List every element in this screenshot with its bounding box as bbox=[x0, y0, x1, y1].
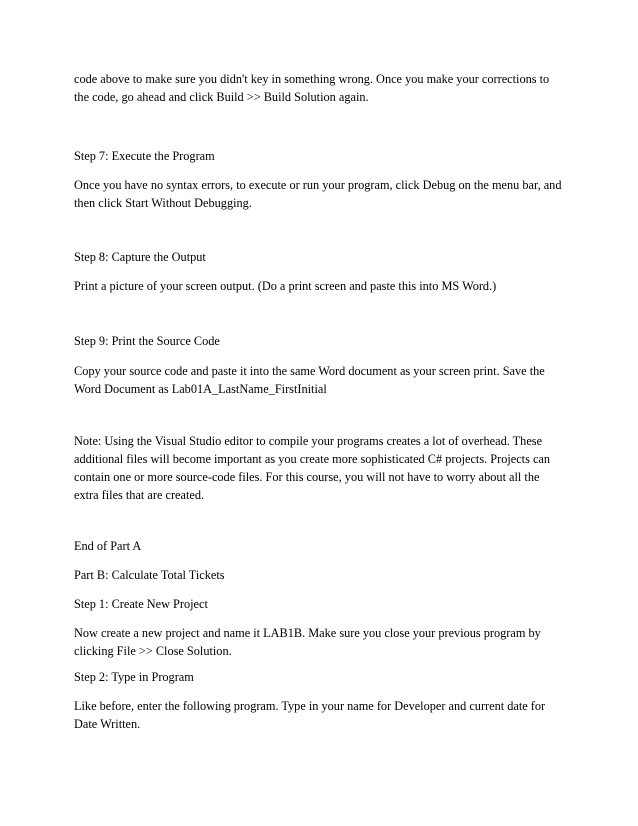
heading-step-8: Step 8: Capture the Output bbox=[74, 250, 206, 264]
heading-end-of-part-a: End of Part A bbox=[74, 539, 142, 553]
paragraph-type-in-program: Like before, enter the following program. Type in your name for Developer and current date for Date Written. bbox=[74, 699, 546, 731]
paragraph-source-code: Copy your source code and paste it into the same Word document as your screen print. Save the Word Document as Lab01A_LastName_FirstInitial bbox=[74, 364, 545, 396]
heading-step-2: Step 2: Type in Program bbox=[74, 670, 194, 684]
paragraph-execute-program: Once you have no syntax errors, to execute or run your program, click Debug on the menu bar, and then click Start Without Debugging. bbox=[74, 178, 562, 210]
paragraph-note: Note: Using the Visual Studio editor to compile your programs creates a lot of overhead. These additional files will become important as you create more sophisticated C# projects. Projects can contain one or more source-code files. For this course, you will not have to worry about all the extra files that are created. bbox=[74, 434, 551, 502]
paragraph-build-again: code above to make sure you didn't key in something wrong. Once you make your corrections to the code, go ahead and click Build >> Build Solution again. bbox=[74, 72, 550, 104]
heading-step-7: Step 7: Execute the Program bbox=[74, 149, 215, 163]
heading-part-b: Part B: Calculate Total Tickets bbox=[74, 568, 225, 582]
paragraph-capture-output: Print a picture of your screen output. (Do a print screen and paste this into MS Word.) bbox=[74, 279, 497, 293]
heading-step-1: Step 1: Create New Project bbox=[74, 597, 208, 611]
heading-step-9: Step 9: Print the Source Code bbox=[74, 334, 220, 348]
paragraph-create-project: Now create a new project and name it LAB1B. Make sure you close your previous program by clicking File >> Close Solution. bbox=[74, 626, 541, 658]
